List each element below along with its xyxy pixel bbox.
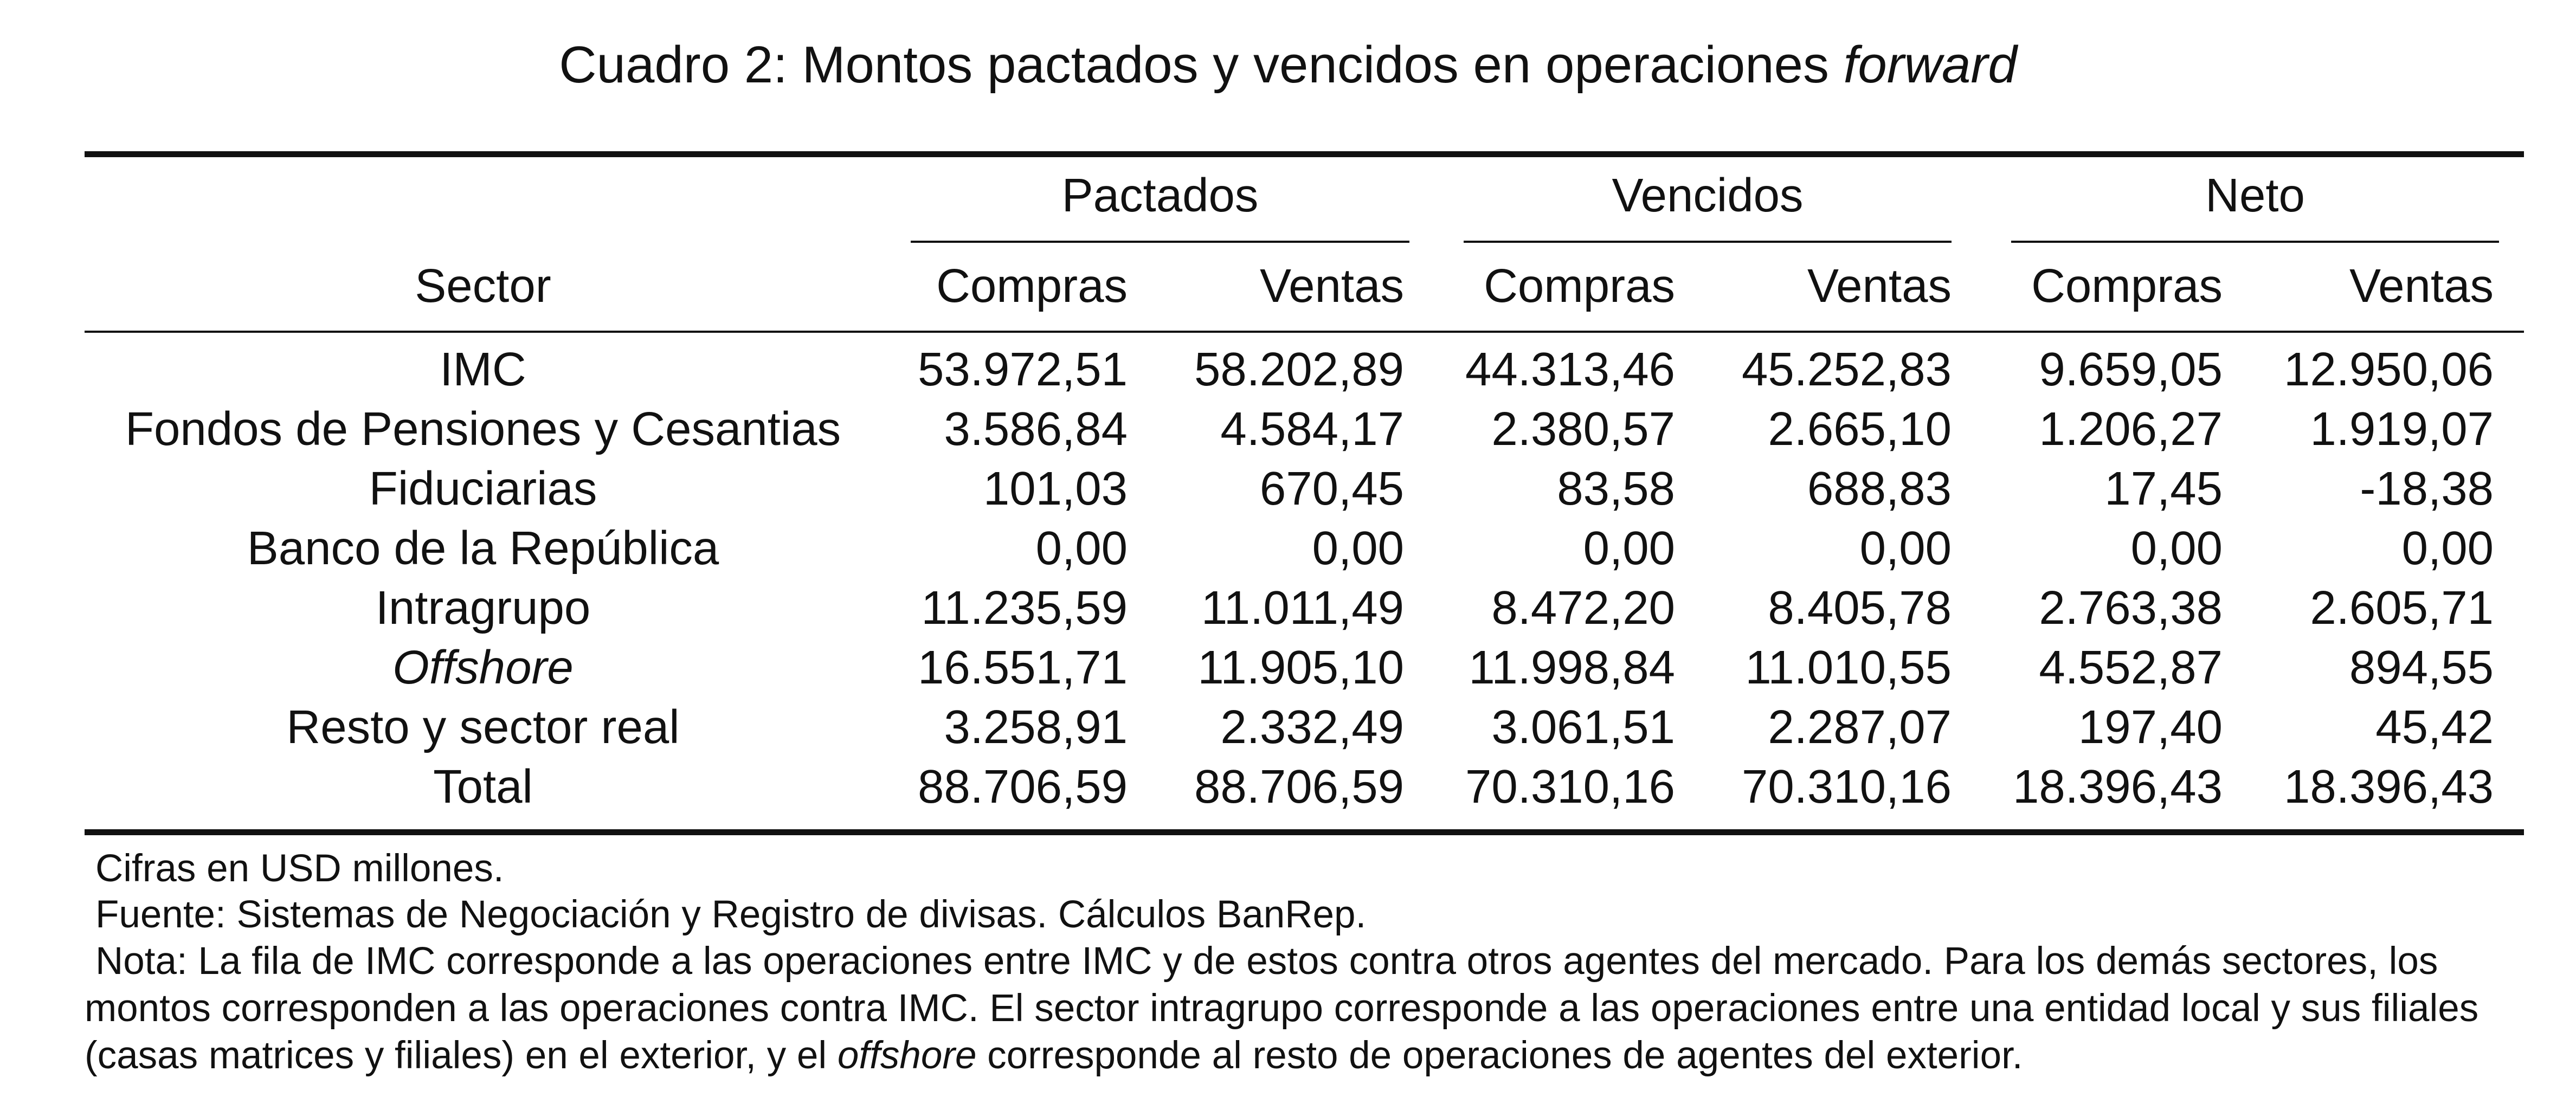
row-resto-sector: Resto y sector real bbox=[286, 701, 680, 753]
header-vencidos-compras: Compras bbox=[1484, 260, 1675, 312]
row-banrep-neto-ventas: 0,00 bbox=[2401, 522, 2494, 575]
row-fondos-vencidos-compras: 2.380,57 bbox=[1491, 403, 1675, 455]
footnote-note bbox=[85, 938, 2524, 1079]
table-title bbox=[0, 33, 2576, 98]
header-pactados-compras: Compras bbox=[936, 260, 1128, 312]
row-fondos-vencidos-ventas: 2.665,10 bbox=[1768, 403, 1952, 455]
row-fondos-neto-compras: 1.206,27 bbox=[2039, 403, 2223, 455]
row-intragrupo-pactados-compras: 11.235,59 bbox=[921, 582, 1128, 634]
row-offshore-vencidos-ventas: 11.010,55 bbox=[1745, 641, 1952, 694]
row-fiduciarias-pactados-ventas: 670,45 bbox=[1259, 462, 1404, 515]
table-title-italic: forward bbox=[1843, 36, 2017, 94]
header-group-neto: Neto bbox=[2205, 169, 2305, 222]
footnote-source: Fuente: Sistemas de Negociación y Registro de divisas. Cálculos BanRep. bbox=[95, 893, 1367, 936]
row-fiduciarias-pactados-compras: 101,03 bbox=[983, 462, 1128, 515]
footnote-note-line-3-start: (casas matrices y filiales) en el exterior, y el bbox=[85, 1034, 838, 1077]
row-fiduciarias-sector: Fiduciarias bbox=[369, 462, 597, 515]
row-banrep-pactados-ventas: 0,00 bbox=[1312, 522, 1404, 575]
row-fondos-sector: Fondos de Pensiones y Cesantias bbox=[125, 403, 841, 455]
footnote-note-line-2: montos corresponden a las operaciones contra IMC. El sector intragrupo corresponde a las operaciones entre una entidad local y sus filiales bbox=[85, 987, 2479, 1030]
row-resto-neto-ventas: 45,42 bbox=[2375, 701, 2494, 753]
top-rule bbox=[85, 151, 2524, 157]
row-fiduciarias-vencidos-ventas: 688,83 bbox=[1807, 462, 1952, 515]
neto-group-rule bbox=[2011, 241, 2499, 243]
header-pactados-ventas: Ventas bbox=[1259, 260, 1404, 312]
row-offshore-neto-compras: 4.552,87 bbox=[2039, 641, 2223, 694]
row-banrep-pactados-compras: 0,00 bbox=[1035, 522, 1128, 575]
row-offshore-pactados-compras: 16.551,71 bbox=[917, 641, 1128, 694]
row-intragrupo-vencidos-ventas: 8.405,78 bbox=[1768, 582, 1952, 634]
row-total-vencidos-compras: 70.310,16 bbox=[1465, 760, 1675, 813]
table-title-text: Cuadro 2: Montos pactados y vencidos en operaciones bbox=[559, 36, 1844, 94]
row-imc-pactados-compras: 53.972,51 bbox=[917, 343, 1128, 396]
header-sector: Sector bbox=[415, 260, 551, 312]
row-total-pactados-ventas: 88.706,59 bbox=[1194, 760, 1404, 813]
row-intragrupo-vencidos-compras: 8.472,20 bbox=[1491, 582, 1675, 634]
footnote-note-line-1: Nota: La fila de IMC corresponde a las operaciones entre IMC y de estos contra otros agentes del mercado. Para los demás sectores, los bbox=[95, 940, 2438, 983]
row-banrep-vencidos-ventas: 0,00 bbox=[1859, 522, 1952, 575]
row-banrep-vencidos-compras: 0,00 bbox=[1583, 522, 1675, 575]
row-imc-vencidos-ventas: 45.252,83 bbox=[1741, 343, 1952, 396]
footnote-note-line-3-italic: offshore bbox=[837, 1034, 977, 1077]
row-imc-sector: IMC bbox=[440, 343, 526, 396]
row-banrep-neto-compras: 0,00 bbox=[2130, 522, 2223, 575]
row-offshore-neto-ventas: 894,55 bbox=[2349, 641, 2494, 694]
row-total-vencidos-ventas: 70.310,16 bbox=[1741, 760, 1952, 813]
row-offshore-pactados-ventas: 11.905,10 bbox=[1197, 641, 1404, 694]
footnote-note-line-3 bbox=[85, 1032, 2524, 1079]
footnote-units: Cifras en USD millones. bbox=[95, 847, 504, 890]
row-fiduciarias-vencidos-compras: 83,58 bbox=[1557, 462, 1675, 515]
row-imc-vencidos-compras: 44.313,46 bbox=[1465, 343, 1675, 396]
row-total-neto-ventas: 18.396,43 bbox=[2283, 760, 2494, 813]
row-intragrupo-neto-ventas: 2.605,71 bbox=[2310, 582, 2494, 634]
row-fondos-pactados-ventas: 4.584,17 bbox=[1220, 403, 1404, 455]
row-imc-neto-ventas: 12.950,06 bbox=[2283, 343, 2494, 396]
vencidos-group-rule bbox=[1464, 241, 1952, 243]
row-imc-pactados-ventas: 58.202,89 bbox=[1194, 343, 1404, 396]
row-fondos-neto-ventas: 1.919,07 bbox=[2310, 403, 2494, 455]
row-fiduciarias-neto-compras: 17,45 bbox=[2104, 462, 2223, 515]
row-offshore-sector: Offshore bbox=[392, 641, 574, 694]
row-resto-vencidos-compras: 3.061,51 bbox=[1491, 701, 1675, 753]
header-rule bbox=[85, 331, 2524, 333]
footnote-note-line-3-end: corresponde al resto de operaciones de agentes del exterior. bbox=[976, 1034, 2023, 1077]
row-total-pactados-compras: 88.706,59 bbox=[917, 760, 1128, 813]
row-intragrupo-neto-compras: 2.763,38 bbox=[2039, 582, 2223, 634]
row-intragrupo-pactados-ventas: 11.011,49 bbox=[1201, 582, 1404, 634]
row-resto-pactados-ventas: 2.332,49 bbox=[1220, 701, 1404, 753]
header-vencidos-ventas: Ventas bbox=[1807, 260, 1952, 312]
row-total-sector: Total bbox=[433, 760, 533, 813]
bottom-rule bbox=[85, 829, 2524, 835]
header-neto-compras: Compras bbox=[2031, 260, 2223, 312]
row-offshore-vencidos-compras: 11.998,84 bbox=[1469, 641, 1675, 694]
row-intragrupo-sector: Intragrupo bbox=[375, 582, 591, 634]
row-resto-neto-compras: 197,40 bbox=[2078, 701, 2223, 753]
row-resto-pactados-compras: 3.258,91 bbox=[944, 701, 1128, 753]
header-neto-ventas: Ventas bbox=[2349, 260, 2494, 312]
row-imc-neto-compras: 9.659,05 bbox=[2039, 343, 2223, 396]
pactados-group-rule bbox=[911, 241, 1409, 243]
row-banrep-sector: Banco de la República bbox=[247, 522, 719, 575]
row-resto-vencidos-ventas: 2.287,07 bbox=[1768, 701, 1952, 753]
row-total-neto-compras: 18.396,43 bbox=[2012, 760, 2223, 813]
row-fiduciarias-neto-ventas: -18,38 bbox=[2360, 462, 2494, 515]
header-group-pactados: Pactados bbox=[1061, 169, 1259, 222]
header-group-vencidos: Vencidos bbox=[1612, 169, 1804, 222]
row-fondos-pactados-compras: 3.586,84 bbox=[944, 403, 1128, 455]
